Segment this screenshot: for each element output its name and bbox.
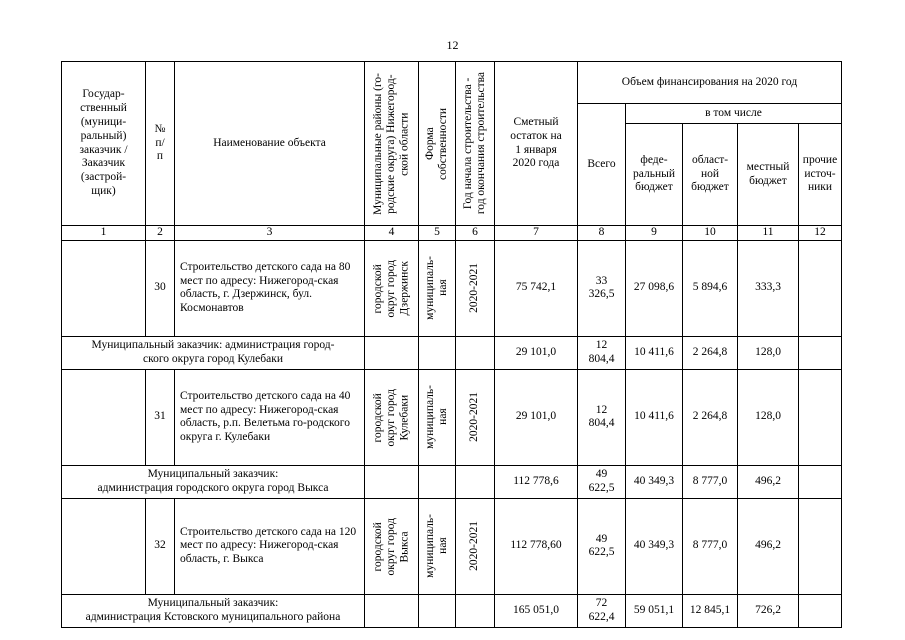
column-number: 7 bbox=[495, 226, 578, 241]
column-number: 5 bbox=[419, 226, 456, 241]
customer-label: Муниципальный заказчик: администрация город- ского округа город Кулебаки bbox=[62, 336, 365, 369]
federal-cell: 40 349,3 bbox=[626, 465, 683, 498]
district-cell bbox=[365, 498, 419, 594]
district-cell bbox=[365, 369, 419, 465]
years-cell-text: 2020-2021 bbox=[468, 521, 481, 572]
customer-cell bbox=[62, 498, 146, 594]
other-cell bbox=[799, 594, 842, 627]
header-total: Всего bbox=[578, 104, 626, 226]
years-cell-text: 2020-2021 bbox=[468, 392, 481, 443]
total-cell: 12 804,4 bbox=[578, 336, 626, 369]
column-number: 12 bbox=[799, 226, 842, 241]
years-cell-text: 2020-2021 bbox=[468, 263, 481, 314]
federal-cell: 10 411,6 bbox=[626, 369, 683, 465]
page-number: 12 bbox=[446, 38, 459, 52]
column-number: 2 bbox=[146, 226, 175, 241]
header-customer: Государ- ственный (муници- pальный) заказчик / Заказчик (застрой- щик) bbox=[62, 62, 146, 226]
estimate-cell: 75 742,1 bbox=[495, 240, 578, 336]
header-regional: област- ной бюджет bbox=[683, 124, 738, 226]
header-object-name: Наименование объекта bbox=[175, 62, 365, 226]
local-cell: 333,3 bbox=[738, 240, 799, 336]
object-name: Строительство детского сада на 120 мест по адресу: Нижегород-ская область, г. Выкса bbox=[175, 498, 365, 594]
header-estimate: Сметный остаток на 1 января 2020 года bbox=[495, 62, 578, 226]
header-local: местный бюджет bbox=[738, 124, 799, 226]
other-cell bbox=[799, 498, 842, 594]
customer-row bbox=[62, 465, 842, 498]
header-ownership bbox=[419, 62, 456, 226]
customer-row bbox=[62, 336, 842, 369]
header-years-text: Год начала строительства - год окончания строительства bbox=[461, 72, 487, 215]
district-cell bbox=[365, 465, 419, 498]
header-districts bbox=[365, 62, 419, 226]
customer-cell bbox=[62, 240, 146, 336]
object-number: 31 bbox=[146, 369, 175, 465]
total-cell: 72 622,4 bbox=[578, 594, 626, 627]
object-name: Строительство детского сада на 80 мест по адресу: Нижегород-ская область, г. Дзержинск, бул. Космонавтов bbox=[175, 240, 365, 336]
total-cell: 12 804,4 bbox=[578, 369, 626, 465]
ownership-cell-text: муниципаль- ная bbox=[423, 256, 449, 321]
estimate-cell: 112 778,60 bbox=[495, 498, 578, 594]
federal-cell: 27 098,6 bbox=[626, 240, 683, 336]
district-cell-text: городской округ город Выкса bbox=[371, 517, 411, 576]
federal-cell: 40 349,3 bbox=[626, 498, 683, 594]
local-cell: 496,2 bbox=[738, 465, 799, 498]
object-name: Строительство детского сада на 40 мест по адресу: Нижегород-ская область, р.п. Велетьма го-родского округа г. Кулебаки bbox=[175, 369, 365, 465]
header-districts-text: Муниципальные районы (го- родские округа) Нижегород- ской области bbox=[371, 72, 411, 215]
years-cell bbox=[456, 336, 495, 369]
column-number: 10 bbox=[683, 226, 738, 241]
years-cell bbox=[456, 498, 495, 594]
other-cell bbox=[799, 240, 842, 336]
regional-cell: 2 264,8 bbox=[683, 336, 738, 369]
column-number: 1 bbox=[62, 226, 146, 241]
column-number: 4 bbox=[365, 226, 419, 241]
object-row bbox=[62, 498, 842, 594]
local-cell: 128,0 bbox=[738, 369, 799, 465]
financing-table bbox=[61, 61, 842, 628]
federal-cell: 59 051,1 bbox=[626, 594, 683, 627]
object-row bbox=[62, 240, 842, 336]
years-cell bbox=[456, 240, 495, 336]
local-cell: 496,2 bbox=[738, 498, 799, 594]
column-number: 3 bbox=[175, 226, 365, 241]
local-cell: 726,2 bbox=[738, 594, 799, 627]
regional-cell: 8 777,0 bbox=[683, 465, 738, 498]
header-years bbox=[456, 62, 495, 226]
years-cell bbox=[456, 465, 495, 498]
estimate-cell: 165 051,0 bbox=[495, 594, 578, 627]
regional-cell: 5 894,6 bbox=[683, 240, 738, 336]
ownership-cell-text: муниципаль- ная bbox=[423, 385, 449, 450]
other-cell bbox=[799, 369, 842, 465]
district-cell bbox=[365, 594, 419, 627]
federal-cell: 10 411,6 bbox=[626, 336, 683, 369]
total-cell: 49 622,5 bbox=[578, 498, 626, 594]
header-federal: феде- ральный бюджет bbox=[626, 124, 683, 226]
regional-cell: 12 845,1 bbox=[683, 594, 738, 627]
column-number: 11 bbox=[738, 226, 799, 241]
years-cell bbox=[456, 369, 495, 465]
ownership-cell bbox=[419, 240, 456, 336]
header-other: прочие источ- ники bbox=[799, 124, 842, 226]
other-cell bbox=[799, 336, 842, 369]
object-number: 32 bbox=[146, 498, 175, 594]
column-number: 6 bbox=[456, 226, 495, 241]
ownership-cell bbox=[419, 465, 456, 498]
regional-cell: 2 264,8 bbox=[683, 369, 738, 465]
ownership-cell bbox=[419, 594, 456, 627]
district-cell bbox=[365, 240, 419, 336]
regional-cell: 8 777,0 bbox=[683, 498, 738, 594]
object-number: 30 bbox=[146, 240, 175, 336]
header-num: № п/ п bbox=[146, 62, 175, 226]
total-cell: 33 326,5 bbox=[578, 240, 626, 336]
customer-row bbox=[62, 594, 842, 627]
district-cell-text: городской округ город Кулебаки bbox=[371, 388, 411, 447]
other-cell bbox=[799, 465, 842, 498]
header-ownership-text: Форма собственности bbox=[423, 107, 449, 180]
header-including: в том числе bbox=[626, 104, 842, 124]
ownership-cell bbox=[419, 498, 456, 594]
local-cell: 128,0 bbox=[738, 336, 799, 369]
customer-label: Муниципальный заказчик: администрация Кстовского муниципального района bbox=[62, 594, 365, 627]
ownership-cell bbox=[419, 336, 456, 369]
total-cell: 49 622,5 bbox=[578, 465, 626, 498]
ownership-cell bbox=[419, 369, 456, 465]
district-cell bbox=[365, 336, 419, 369]
header-financing: Объем финансирования на 2020 год bbox=[578, 62, 842, 104]
customer-cell bbox=[62, 369, 146, 465]
customer-label: Муниципальный заказчик: администрация городского округа город Выкса bbox=[62, 465, 365, 498]
object-row bbox=[62, 369, 842, 465]
ownership-cell-text: муниципаль- ная bbox=[423, 514, 449, 579]
column-number: 9 bbox=[626, 226, 683, 241]
estimate-cell: 29 101,0 bbox=[495, 369, 578, 465]
district-cell-text: городской округ город Дзержинск bbox=[371, 259, 411, 318]
estimate-cell: 112 778,6 bbox=[495, 465, 578, 498]
estimate-cell: 29 101,0 bbox=[495, 336, 578, 369]
column-number: 8 bbox=[578, 226, 626, 241]
column-numbers-row bbox=[62, 226, 842, 241]
years-cell bbox=[456, 594, 495, 627]
